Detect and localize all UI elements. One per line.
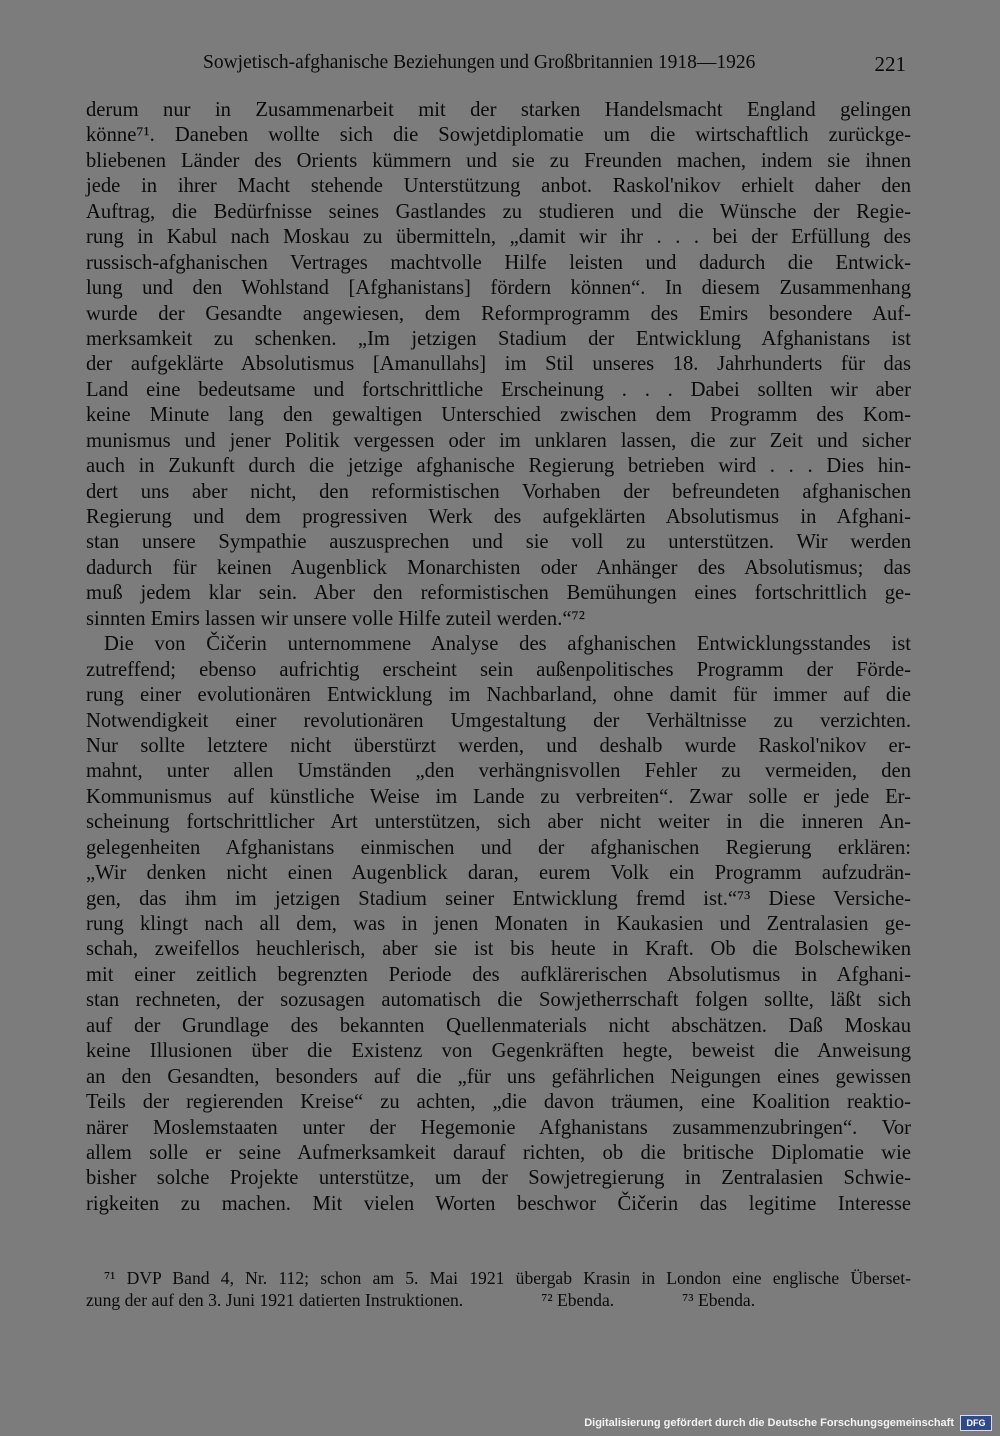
text-line: schah, zweifellos heuchlerisch, aber sie ist bis heute in Kraft. Ob die Bolschewiken (86, 938, 911, 961)
dfg-logo-icon: DFG (960, 1415, 992, 1431)
text-line: närer Moslemstaaten unter der Hegemonie Afghanistans zusammenzubringen“. Vor (86, 1116, 911, 1139)
text-line: keine Minute lang den gewaltigen Unterschied zwischen dem Programm des Kom- (86, 404, 911, 427)
text-line: Land eine bedeutsame und fortschrittliche Erscheinung . . . Dabei sollten wir aber (86, 378, 911, 401)
text-line: gen, das ihm im jetzigen Stadium seiner Entwicklung fremd ist.“⁷³ Diese Versiche- (86, 887, 911, 910)
text-line: Kommunismus auf künstliche Weise im Lande zu verbreiten“. Zwar solle er jede Er- (86, 785, 911, 808)
text-line: mahnt, unter allen Umständen „den verhängnisvollen Fehler zu vermeiden, den (86, 760, 911, 783)
text-line: wurde der Gesandte angewiesen, dem Reformprogramm des Emirs besondere Auf- (86, 302, 911, 325)
running-header (88, 52, 910, 78)
text-line: Teils der regierenden Kreise“ zu achten, „die davon träumen, eine Koalition reaktio- (86, 1091, 911, 1114)
body-text (86, 98, 911, 1217)
text-line: rigkeiten zu machen. Mit vielen Worten beschwor Čičerin das legitime Interesse (86, 1192, 911, 1215)
text-line: bliebenen Länder des Orients kümmern und sie zu Freunden machen, indem sie ihnen (86, 149, 911, 172)
text-line: scheinung fortschrittlicher Art unterstützen, sich aber nicht weiter in die inneren An- (86, 811, 911, 834)
text-line: dadurch für keinen Augenblick Monarchisten oder Anhänger des Absolutismus; das (86, 556, 911, 579)
digitization-credit-text: Digitalisierung gefördert durch die Deutsche Forschungsgemeinschaft (584, 1417, 954, 1429)
text-line: lung und den Wohlstand [Afghanistans] fördern können“. In diesem Zusammenhang (86, 277, 911, 300)
text-line: Nur sollte letztere nicht überstürzt werden, und deshalb wurde Raskol'nikov er- (86, 734, 911, 757)
text-line: auf der Grundlage des bekannten Quellenmaterials nicht abschätzen. Daß Moskau (86, 1014, 911, 1037)
text-line: stan unsere Sympathie auszusprechen und sie voll zu unterstützen. Wir werden (86, 531, 911, 554)
text-line: an den Gesandten, besonders auf die „für uns gefährlichen Neigungen eines gewissen (86, 1065, 911, 1088)
text-line: munismus und jener Politik vergessen oder im unklaren lassen, die zur Zeit und sicher (86, 429, 911, 452)
footnote-line (86, 1289, 911, 1311)
digitization-credit (584, 1415, 992, 1431)
text-line: keine Illusionen über die Existenz von Gegenkräften hegte, beweist die Anweisung (86, 1040, 911, 1063)
text-line: dert uns aber nicht, den reformistischen Vorhaben der befreundeten afghanischen (86, 480, 911, 503)
text-line: stan rechneten, der sozusagen automatisch die Sowjetherrschaft folgen sollte, läßt sich (86, 989, 911, 1012)
text-line: auch in Zukunft durch die jetzige afghanische Regierung betrieben wird . . . Dies hin- (86, 455, 911, 478)
text-line: „Wir denken nicht einen Augenblick daran, eurem Volk ein Programm aufzudrän- (86, 862, 911, 885)
text-line: könne⁷¹. Daneben wollte sich die Sowjetdiplomatie um die wirtschaftlich zurückge- (86, 124, 911, 147)
text-line: bisher solche Projekte unterstütze, um der Sowjetregierung in Zentralasien Schwie- (86, 1167, 911, 1190)
text-line: Die von Čičerin unternommene Analyse des afghanischen Entwicklungsstandes ist (104, 633, 911, 656)
text-line: russisch-afghanischen Vertrages machtvolle Hilfe leisten und dadurch die Entwick- (86, 251, 911, 274)
footnote-73: ⁷³ Ebenda. (682, 1290, 756, 1310)
text-line: merksamkeit zu schenken. „Im jetzigen Stadium der Entwicklung Afghanistans ist (86, 327, 911, 350)
text-line: Regierung und dem progressiven Werk des aufgeklärten Absolutismus in Afghani- (86, 506, 911, 528)
text-line: zutreffend; ebenso aufrichtig erscheint sein außenpolitisches Programm der Förde- (86, 658, 911, 681)
text-line: jede in ihrer Macht stehende Unterstützung anbot. Raskol'nikov erhielt daher den (86, 175, 911, 198)
footnote-71-continuation: zung der auf den 3. Juni 1921 datierten Instruktionen. (86, 1290, 464, 1310)
text-line: muß jedem klar sein. Aber den reformistischen Bemühungen eines fortschrittlich ge- (86, 582, 911, 605)
page-number: 221 (874, 52, 906, 76)
footnote-72: ⁷² Ebenda. (541, 1290, 615, 1310)
text-line: gelegenheiten Afghanistans einmischen und der afghanischen Regierung erklären: (86, 836, 911, 859)
text-line: sinnten Emirs lassen wir unsere volle Hilfe zuteil werden.“⁷² (86, 607, 585, 630)
text-line: der aufgeklärte Absolutismus [Amanullahs] im Stil unseres 18. Jahrhunderts für das (86, 353, 911, 376)
text-line: Auftrag, die Bedürfnisse seines Gastlandes zu studieren und die Wünsche der Regie- (86, 200, 911, 223)
text-line: mit einer zeitlich begrenzten Periode des aufklärerischen Absolutismus in Afghani- (86, 963, 911, 986)
text-line: derum nur in Zusammenarbeit mit der starken Handelsmacht England gelingen (86, 99, 911, 121)
text-line: Notwendigkeit einer revolutionären Umgestaltung der Verhältnisse zu verzichten. (86, 709, 911, 732)
text-line: allem solle er seine Aufmerksamkeit darauf richten, ob die britische Diplomatie wie (86, 1141, 911, 1164)
footnote-71-line: ⁷¹ DVP Band 4, Nr. 112; schon am 5. Mai 1921 übergab Krasin in London eine englische Überset- (104, 1268, 911, 1288)
text-line: rung einer evolutionären Entwicklung im Nachbarland, ohne damit für immer auf die (86, 684, 911, 707)
text-line: rung klingt nach all dem, was in jenen Monaten in Kaukasien und Zentralasien ge- (86, 913, 911, 935)
text-line: rung in Kabul nach Moskau zu übermitteln, „damit wir ihr . . . bei der Erfüllung des (86, 226, 911, 249)
running-title: Sowjetisch-afghanische Beziehungen und Großbritannien 1918—1926 (203, 52, 756, 73)
footnotes (86, 1267, 911, 1311)
